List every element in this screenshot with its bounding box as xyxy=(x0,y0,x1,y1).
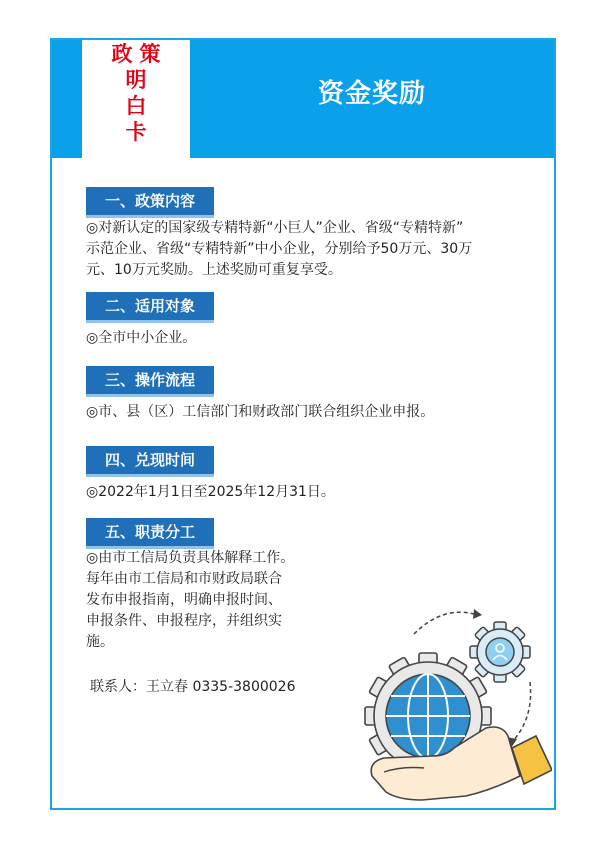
tag-char: 策 xyxy=(139,42,161,66)
small-gear-icon xyxy=(470,622,530,682)
text-line: 发布申报指南，明确申报时间、 xyxy=(86,592,282,608)
dashed-arrow-top xyxy=(414,612,474,634)
dashed-arrow-right xyxy=(512,682,531,742)
text-line: 元、10万元奖励。上述奖励可重复享受。 xyxy=(86,262,342,278)
text-line: 申报条件、申报程序，并组织实 xyxy=(86,613,282,629)
text-line: ◎对新认定的国家级专精特新“小巨人”企业、省级“专精特新” xyxy=(86,220,464,236)
policy-tag xyxy=(82,40,190,158)
page-title: 资金奖励 xyxy=(317,79,426,109)
section-body-policy-content xyxy=(86,218,472,281)
text-line: 施。 xyxy=(86,634,114,650)
section-body-procedure xyxy=(86,402,434,423)
arrow-head-top xyxy=(473,609,482,619)
section-body-responsibility xyxy=(86,548,294,653)
policy-card xyxy=(50,38,556,810)
section-label-policy-content: 一、政策内容 xyxy=(86,187,214,215)
section-label-redeem-time: 四、兑现时间 xyxy=(86,446,214,474)
tag-char: 明 xyxy=(125,68,147,92)
section-label-target: 二、适用对象 xyxy=(86,292,214,320)
card-header xyxy=(52,40,554,158)
section-body-target xyxy=(86,328,196,349)
section-label-procedure: 三、操作流程 xyxy=(86,366,214,394)
section-label-responsibility: 五、职责分工 xyxy=(86,518,214,546)
text-line: ◎市、县（区）工信部门和财政部门联合组织企业申报。 xyxy=(86,404,435,420)
text-line: ◎2022年1月1日至2025年12月31日。 xyxy=(86,484,335,500)
text-line: ◎全市中小企业。 xyxy=(86,330,197,346)
text-line: 每年由市工信局和市财政局联合 xyxy=(86,571,282,587)
tag-char: 卡 xyxy=(125,120,147,144)
section-body-redeem-time xyxy=(86,482,335,503)
tag-char: 政 xyxy=(111,42,133,66)
contact-info: 联系人：王立春 0335-3800026 xyxy=(90,679,296,695)
tag-char: 白 xyxy=(125,94,147,118)
text-line: ◎由市工信局负责具体解释工作。 xyxy=(86,550,295,566)
text-line: 示范企业、省级“专精特新”中小企业，分别给予50万元、30万 xyxy=(86,241,473,257)
gear-globe-hand-illustration xyxy=(362,600,552,804)
